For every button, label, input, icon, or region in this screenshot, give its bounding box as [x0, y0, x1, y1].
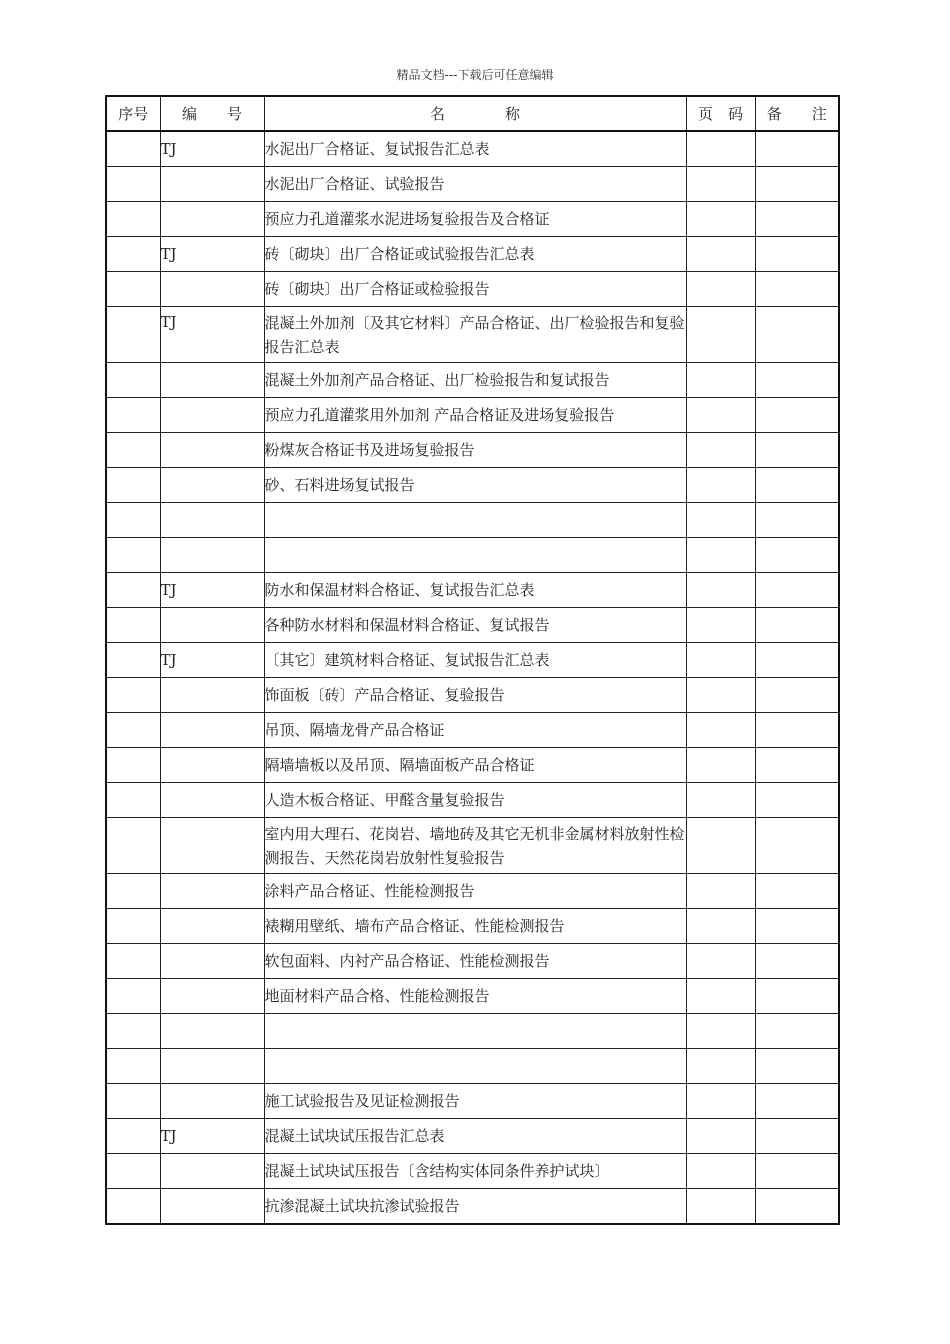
table-row: [106, 874, 839, 909]
cell-name: 饰面板〔砖〕产品合格证、复验报告: [264, 678, 686, 713]
cell-remark: [755, 1119, 839, 1154]
cell-code: TJ: [160, 643, 264, 678]
cell-seq: [106, 909, 160, 944]
cell-code: [160, 874, 264, 909]
cell-remark: [755, 608, 839, 643]
cell-seq: [106, 468, 160, 503]
cell-seq: [106, 1154, 160, 1189]
cell-remark: [755, 909, 839, 944]
column-header-seq: 序号: [106, 96, 160, 131]
table-row: [106, 643, 839, 678]
cell-remark: [755, 643, 839, 678]
cell-name: [264, 1049, 686, 1084]
cell-remark: [755, 1084, 839, 1119]
cell-code: [160, 398, 264, 433]
cell-name: 涂料产品合格证、性能检测报告: [264, 874, 686, 909]
cell-page: [686, 874, 755, 909]
table-row: [106, 713, 839, 748]
table-row: [106, 783, 839, 818]
cell-remark: [755, 167, 839, 202]
cell-seq: [106, 643, 160, 678]
table-row: [106, 1084, 839, 1119]
cell-seq: [106, 202, 160, 237]
cell-remark: [755, 398, 839, 433]
cell-page: [686, 167, 755, 202]
cell-name: 防水和保温材料合格证、复试报告汇总表: [264, 573, 686, 608]
cell-code: TJ: [160, 573, 264, 608]
table-row: [106, 202, 839, 237]
cell-code: [160, 1014, 264, 1049]
table-row: [106, 167, 839, 202]
cell-seq: [106, 503, 160, 538]
cell-page: [686, 1189, 755, 1225]
cell-remark: [755, 1014, 839, 1049]
cell-code: TJ: [160, 1119, 264, 1154]
cell-page: [686, 503, 755, 538]
cell-seq: [106, 944, 160, 979]
table-row: [106, 1049, 839, 1084]
cell-name: [264, 503, 686, 538]
cell-page: [686, 398, 755, 433]
cell-code: [160, 202, 264, 237]
cell-name: [264, 538, 686, 573]
cell-page: [686, 979, 755, 1014]
cell-remark: [755, 818, 839, 874]
cell-page: [686, 363, 755, 398]
table-row: [106, 979, 839, 1014]
cell-page: [686, 272, 755, 307]
table-row: [106, 1014, 839, 1049]
cell-code: [160, 272, 264, 307]
cell-name: 人造木板合格证、甲醛含量复验报告: [264, 783, 686, 818]
cell-remark: [755, 272, 839, 307]
document-index-table: [105, 95, 840, 1225]
cell-code: [160, 748, 264, 783]
cell-name: 混凝土试块试压报告〔含结构实体同条件养护试块〕: [264, 1154, 686, 1189]
column-header-page: 页 码: [686, 96, 755, 131]
cell-page: [686, 1119, 755, 1154]
cell-seq: [106, 272, 160, 307]
cell-remark: [755, 538, 839, 573]
cell-remark: [755, 678, 839, 713]
cell-remark: [755, 307, 839, 363]
cell-code: [160, 1084, 264, 1119]
table-row: [106, 944, 839, 979]
cell-code: [160, 783, 264, 818]
cell-name: 水泥出厂合格证、复试报告汇总表: [264, 131, 686, 167]
cell-seq: [106, 1049, 160, 1084]
cell-seq: [106, 237, 160, 272]
cell-remark: [755, 874, 839, 909]
cell-page: [686, 783, 755, 818]
cell-page: [686, 1014, 755, 1049]
cell-name: 砖〔砌块〕出厂合格证或试验报告汇总表: [264, 237, 686, 272]
cell-page: [686, 433, 755, 468]
cell-remark: [755, 944, 839, 979]
cell-code: TJ: [160, 307, 264, 363]
cell-seq: [106, 713, 160, 748]
table-row: [106, 608, 839, 643]
cell-code: [160, 979, 264, 1014]
cell-code: [160, 608, 264, 643]
cell-remark: [755, 237, 839, 272]
table-row: [106, 503, 839, 538]
cell-seq: [106, 1189, 160, 1225]
table-row: [106, 363, 839, 398]
column-header-code: 编 号: [160, 96, 264, 131]
table-row: [106, 573, 839, 608]
table-row: [106, 307, 839, 363]
cell-name: 软包面料、内衬产品合格证、性能检测报告: [264, 944, 686, 979]
cell-code: TJ: [160, 237, 264, 272]
cell-name: 预应力孔道灌浆用外加剂 产品合格证及进场复验报告: [264, 398, 686, 433]
cell-remark: [755, 1189, 839, 1225]
cell-name: 隔墙墙板以及吊顶、隔墙面板产品合格证: [264, 748, 686, 783]
cell-page: [686, 131, 755, 167]
cell-seq: [106, 398, 160, 433]
table-row: [106, 131, 839, 167]
cell-code: TJ: [160, 131, 264, 167]
table-row: [106, 237, 839, 272]
cell-name: 预应力孔道灌浆水泥进场复验报告及合格证: [264, 202, 686, 237]
cell-name: [264, 1014, 686, 1049]
cell-remark: [755, 979, 839, 1014]
table-row: [106, 1154, 839, 1189]
cell-code: [160, 909, 264, 944]
cell-remark: [755, 713, 839, 748]
cell-page: [686, 307, 755, 363]
cell-seq: [106, 979, 160, 1014]
cell-seq: [106, 167, 160, 202]
cell-seq: [106, 363, 160, 398]
cell-remark: [755, 1154, 839, 1189]
column-header-name: 名 称: [264, 96, 686, 131]
table-row: [106, 909, 839, 944]
cell-name: 水泥出厂合格证、试验报告: [264, 167, 686, 202]
cell-page: [686, 237, 755, 272]
cell-page: [686, 713, 755, 748]
cell-page: [686, 748, 755, 783]
cell-remark: [755, 433, 839, 468]
cell-name: 粉煤灰合格证书及进场复验报告: [264, 433, 686, 468]
cell-code: [160, 363, 264, 398]
table-row: [106, 538, 839, 573]
cell-page: [686, 202, 755, 237]
cell-page: [686, 818, 755, 874]
cell-name: 混凝土外加剂产品合格证、出厂检验报告和复试报告: [264, 363, 686, 398]
cell-name: 各种防水材料和保温材料合格证、复试报告: [264, 608, 686, 643]
cell-seq: [106, 1014, 160, 1049]
cell-code: [160, 538, 264, 573]
cell-seq: [106, 538, 160, 573]
cell-remark: [755, 503, 839, 538]
cell-page: [686, 1084, 755, 1119]
cell-remark: [755, 573, 839, 608]
cell-code: [160, 1049, 264, 1084]
cell-name: 砂、石料进场复试报告: [264, 468, 686, 503]
cell-page: [686, 643, 755, 678]
cell-page: [686, 608, 755, 643]
cell-page: [686, 573, 755, 608]
cell-remark: [755, 131, 839, 167]
cell-remark: [755, 1049, 839, 1084]
cell-code: [160, 1154, 264, 1189]
cell-name: 混凝土外加剂〔及其它材料〕产品合格证、出厂检验报告和复验报告汇总表: [264, 307, 686, 363]
cell-seq: [106, 433, 160, 468]
cell-seq: [106, 748, 160, 783]
cell-name: 抗渗混凝土试块抗渗试验报告: [264, 1189, 686, 1225]
cell-code: [160, 468, 264, 503]
cell-name: 砖〔砌块〕出厂合格证或检验报告: [264, 272, 686, 307]
column-header-remark: 备 注: [755, 96, 839, 131]
cell-code: [160, 1189, 264, 1225]
table-row: [106, 398, 839, 433]
cell-code: [160, 433, 264, 468]
cell-code: [160, 818, 264, 874]
table-row: [106, 1189, 839, 1225]
table-header-row: [106, 96, 839, 131]
cell-page: [686, 1049, 755, 1084]
table-row: [106, 818, 839, 874]
cell-code: [160, 167, 264, 202]
cell-page: [686, 1154, 755, 1189]
cell-code: [160, 944, 264, 979]
table-row: [106, 468, 839, 503]
cell-name: 裱糊用壁纸、墙布产品合格证、性能检测报告: [264, 909, 686, 944]
cell-seq: [106, 1084, 160, 1119]
table-row: [106, 748, 839, 783]
cell-seq: [106, 678, 160, 713]
cell-page: [686, 538, 755, 573]
cell-page: [686, 944, 755, 979]
cell-name: 地面材料产品合格、性能检测报告: [264, 979, 686, 1014]
table-row: [106, 433, 839, 468]
cell-seq: [106, 131, 160, 167]
table-row: [106, 272, 839, 307]
table-row: [106, 678, 839, 713]
cell-name: 施工试验报告及见证检测报告: [264, 1084, 686, 1119]
cell-remark: [755, 202, 839, 237]
cell-name: 〔其它〕建筑材料合格证、复试报告汇总表: [264, 643, 686, 678]
cell-seq: [106, 608, 160, 643]
cell-code: [160, 678, 264, 713]
cell-seq: [106, 1119, 160, 1154]
cell-remark: [755, 748, 839, 783]
table-row: [106, 1119, 839, 1154]
cell-seq: [106, 307, 160, 363]
cell-seq: [106, 874, 160, 909]
cell-name: 室内用大理石、花岗岩、墙地砖及其它无机非金属材料放射性检测报告、天然花岗岩放射性复验报告: [264, 818, 686, 874]
cell-page: [686, 468, 755, 503]
cell-page: [686, 909, 755, 944]
cell-remark: [755, 468, 839, 503]
cell-remark: [755, 783, 839, 818]
cell-page: [686, 678, 755, 713]
page-header: 精品文档---下载后可任意编辑: [396, 68, 554, 82]
cell-code: [160, 713, 264, 748]
cell-seq: [106, 573, 160, 608]
table-body: [106, 131, 839, 1224]
cell-seq: [106, 783, 160, 818]
cell-remark: [755, 363, 839, 398]
cell-name: 混凝土试块试压报告汇总表: [264, 1119, 686, 1154]
cell-code: [160, 503, 264, 538]
cell-name: 吊顶、隔墙龙骨产品合格证: [264, 713, 686, 748]
cell-seq: [106, 818, 160, 874]
